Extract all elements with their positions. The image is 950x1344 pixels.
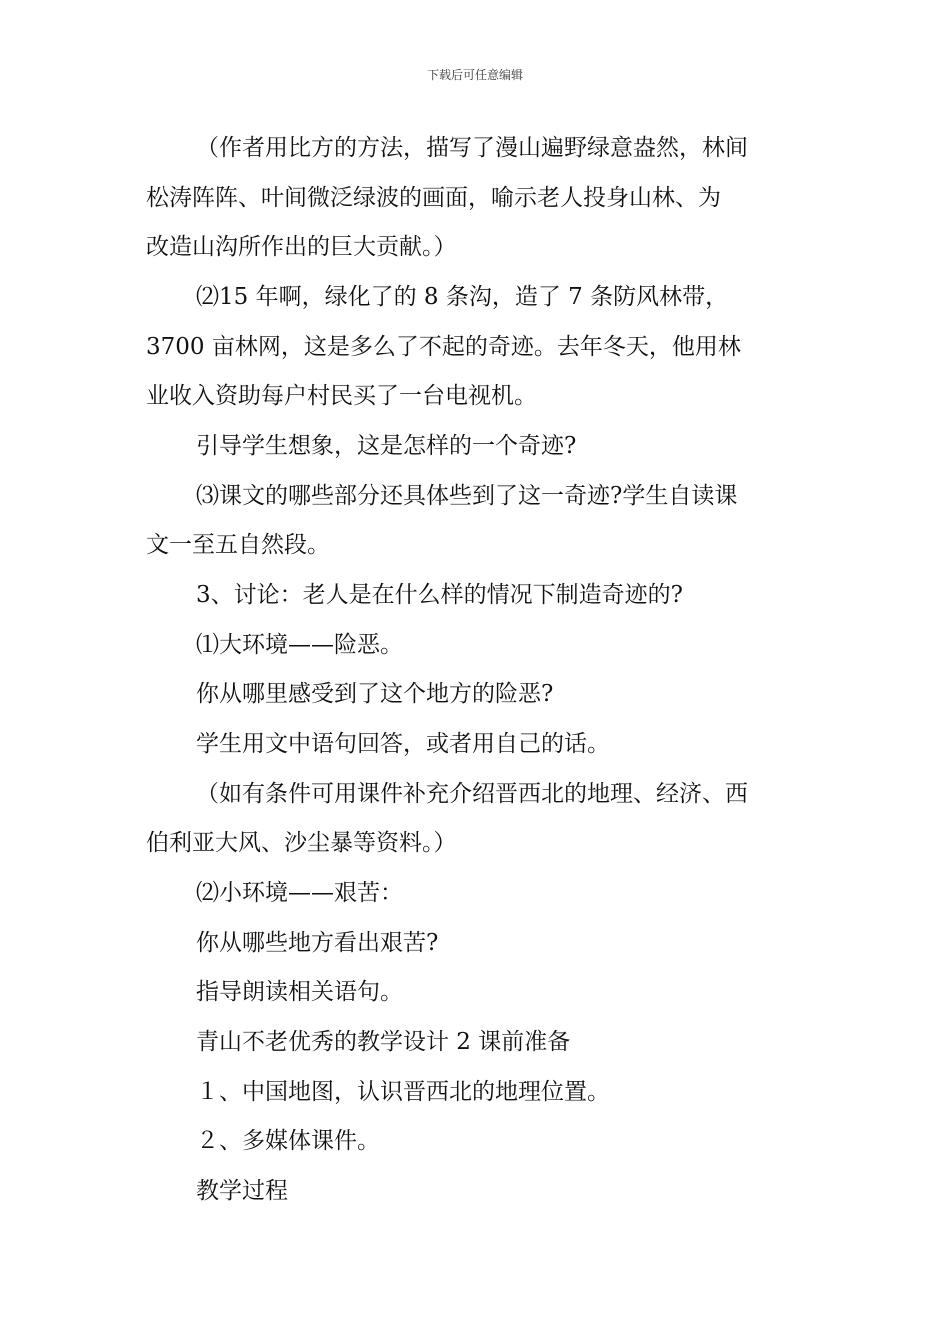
- text-line: 3700 亩林网，这是多么了不起的奇迹。去年冬天，他用林: [146, 334, 741, 360]
- text-line: １、中国地图，认识晋西北的地理位置。: [196, 1079, 610, 1105]
- text-line: 你从哪里感受到了这个地方的险恶?: [196, 681, 554, 707]
- text-line: 你从哪些地方看出艰苦?: [196, 930, 439, 956]
- text-line: 教学过程: [196, 1178, 288, 1204]
- text-line: 3、讨论：老人是在什么样的情况下制造奇迹的?: [196, 582, 683, 608]
- text-line: 伯利亚大风、沙尘暴等资料。）: [146, 830, 457, 856]
- text-line: ⑵小环境——艰苦：: [196, 880, 403, 906]
- text-line: 指导朗读相关语句。: [196, 979, 403, 1005]
- text-line: ⑴大环境——险恶。: [196, 632, 403, 658]
- text-line: 松涛阵阵、叶间微泛绿波的画面，喻示老人投身山林、为: [146, 185, 721, 211]
- text-line: 学生用文中语句回答，或者用自己的话。: [196, 731, 610, 757]
- page-header: 下载后可任意编辑: [426, 68, 523, 82]
- text-line: 业收入资助每户村民买了一台电视机。: [146, 383, 537, 409]
- text-line: ⑶课文的哪些部分还具体些到了这一奇迹?学生自读课: [196, 483, 738, 509]
- text-line: ２、多媒体课件。: [196, 1128, 380, 1154]
- text-line: 青山不老优秀的教学设计 2 课前准备: [196, 1029, 571, 1055]
- text-line: 改造山沟所作出的巨大贡献。）: [146, 234, 457, 260]
- text-line: 文一至五自然段。: [146, 532, 330, 558]
- text-line: （作者用比方的方法，描写了漫山遍野绿意盎然，林间: [196, 135, 748, 161]
- text-line: （如有条件可用课件补充介绍晋西北的地理、经济、西: [196, 781, 748, 807]
- text-line: ⑵15 年啊，绿化了的 8 条沟，造了 7 条防风林带，: [196, 284, 729, 310]
- text-line: 引导学生想象，这是怎样的一个奇迹?: [196, 433, 577, 459]
